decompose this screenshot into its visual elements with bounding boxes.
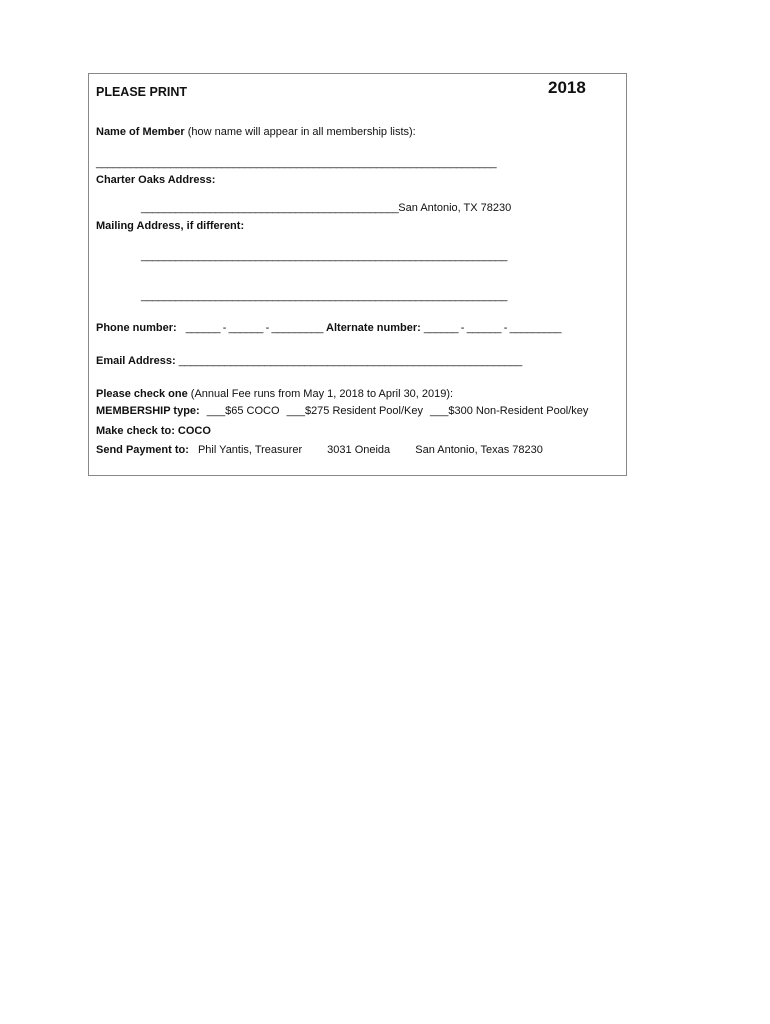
phone-field[interactable]: ______ - ______ - _________ xyxy=(185,322,323,334)
check-one-label: Please check one xyxy=(96,388,188,400)
mailing-address-field-1[interactable]: ________________________________________________________________ xyxy=(141,250,507,262)
membership-type-row xyxy=(96,404,588,418)
send-payment-row xyxy=(96,443,543,457)
send-payment-label: Send Payment to: xyxy=(96,444,189,456)
member-name-note: (how name will appear in all membership lists): xyxy=(187,126,416,138)
member-name-row xyxy=(96,125,416,139)
email-label: Email Address: xyxy=(96,355,176,367)
email-field[interactable]: ____________________________________________________________ xyxy=(178,355,522,367)
alternate-number-label: Alternate number: xyxy=(326,322,421,334)
make-check-to: Make check to: COCO xyxy=(96,425,211,437)
phone-label: Phone number: xyxy=(96,322,177,334)
street-address: 3031 Oneida xyxy=(327,444,391,456)
charter-address-field[interactable]: _____________________________________________ xyxy=(141,202,399,214)
charter-address-label: Charter Oaks Address: xyxy=(96,174,216,186)
alternate-number-field[interactable]: ______ - ______ - _________ xyxy=(423,322,562,334)
check-one-row xyxy=(96,387,453,401)
option-resident-pool[interactable]: ___$275 Resident Pool/Key xyxy=(286,405,423,417)
form-year: 2018 xyxy=(548,78,586,97)
mailing-address-field-2[interactable]: ________________________________________________________________ xyxy=(141,290,507,302)
check-one-note: (Annual Fee runs from May 1, 2018 to April 30, 2019): xyxy=(190,388,454,400)
please-print-heading: PLEASE PRINT xyxy=(96,85,187,99)
email-row xyxy=(96,354,522,368)
membership-form xyxy=(88,73,627,476)
charter-address-row xyxy=(141,201,511,215)
city-address: San Antonio, Texas 78230 xyxy=(415,444,543,456)
membership-type-label: MEMBERSHIP type: xyxy=(96,405,200,417)
mailing-address-label: Mailing Address, if different: xyxy=(96,220,245,232)
option-coco[interactable]: ___$65 COCO xyxy=(206,405,280,417)
member-name-field[interactable]: ______________________________________________________________________ xyxy=(96,157,497,169)
member-name-label: Name of Member xyxy=(96,126,185,138)
charter-address-city: San Antonio, TX 78230 xyxy=(398,202,512,214)
phone-row xyxy=(96,321,561,335)
treasurer-name: Phil Yantis, Treasurer xyxy=(197,444,303,456)
option-non-resident-pool[interactable]: ___$300 Non-Resident Pool/key xyxy=(430,405,589,417)
